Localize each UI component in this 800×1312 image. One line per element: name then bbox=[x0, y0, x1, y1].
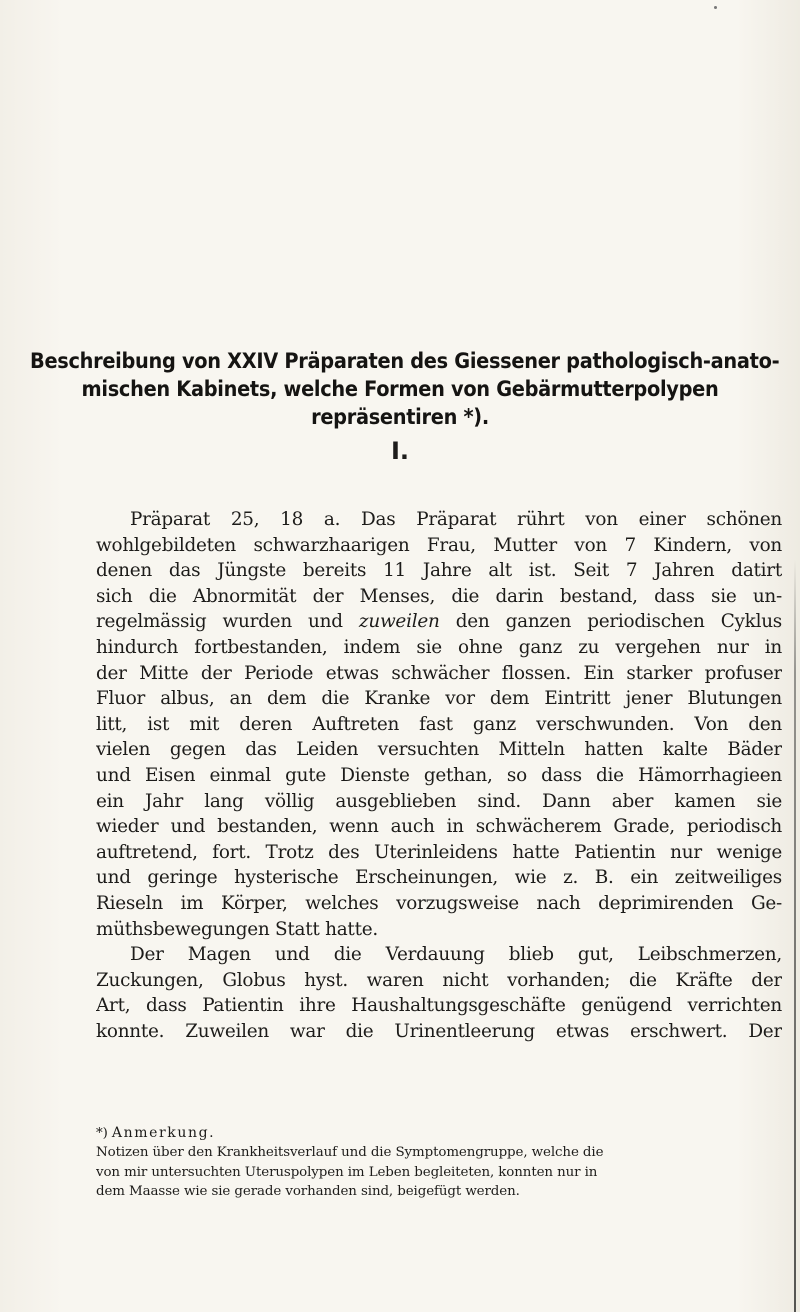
footnote-line: von mir untersuchten Uteruspolypen im Leben begleiteten, konnten nur in bbox=[96, 1164, 598, 1180]
body-line: denen das Jüngste bereits 11 Jahre alt ist. Seit 7 Jahren datirt bbox=[96, 560, 782, 582]
body-line: Der Magen und die Verdauung blieb gut, Leibschmerzen, bbox=[130, 944, 782, 966]
body-line: wieder und bestanden, wenn auch in schwächerem Grade, periodisch bbox=[96, 816, 782, 838]
body-line: konnte. Zuweilen war die Urinentleerung etwas erschwert. Der bbox=[96, 1020, 782, 1042]
body-line: Rieseln im Körper, welches vorzugsweise nach deprimirenden Ge- bbox=[96, 892, 782, 914]
body-line: und geringe hysterische Erscheinungen, wie z. B. ein zeitweiliges bbox=[96, 867, 782, 889]
footnote-line: dem Maasse wie sie gerade vorhanden sind, beigefügt werden. bbox=[96, 1184, 520, 1200]
body-line: vielen gegen das Leiden versuchten Mitteln hatten kalte Bäder bbox=[96, 739, 782, 761]
body-line: litt, ist mit deren Auftreten fast ganz verschwunden. Von den bbox=[96, 713, 782, 735]
body-line: regelmässig wurden und zuweilen den ganzen periodischen Cyklus bbox=[96, 611, 782, 633]
section-number: I. bbox=[390, 437, 410, 465]
body-line: müthsbewegungen Statt hatte. bbox=[96, 918, 378, 940]
title-line-2: mischen Kabinets, welche Formen von Gebärmutterpolypen bbox=[81, 377, 719, 403]
body-line: Präparat 25, 18 a. Das Präparat rührt von einer schönen bbox=[130, 509, 782, 530]
footnote bbox=[96, 1124, 782, 1202]
speck-mark bbox=[714, 6, 717, 9]
body-text bbox=[96, 507, 782, 1044]
footnote-line: Notizen über den Krankheitsverlauf und die Symptomengruppe, welche die bbox=[96, 1145, 604, 1161]
body-line: und Eisen einmal gute Dienste gethan, so dass die Hämorrhagieen bbox=[96, 764, 782, 786]
body-line: auftretend, fort. Trotz des Uterinleidens hatte Patientin nur wenige bbox=[96, 841, 782, 863]
body-line: Art, dass Patientin ihre Haushaltungsgeschäfte genügend verrichten bbox=[96, 995, 782, 1017]
body-line: ein Jahr lang völlig ausgeblieben sind. Dann aber kamen sie bbox=[96, 790, 782, 812]
title-line-1: Beschreibung von XXIV Präparaten des Giessener pathologisch-anato- bbox=[30, 349, 780, 375]
body-line: Zuckungen, Globus hyst. waren nicht vorhanden; die Kräfte der bbox=[96, 969, 782, 991]
footnote-heading: Anmerkung. bbox=[111, 1125, 216, 1141]
body-line: hindurch fortbestanden, indem sie ohne ganz zu vergehen nur in bbox=[96, 636, 782, 658]
body-line: sich die Abnormität der Menses, die darin bestand, dass sie un- bbox=[96, 585, 782, 607]
chapter-title bbox=[30, 348, 780, 432]
title-line-3: repräsentiren *). bbox=[311, 405, 489, 431]
body-line: der Mitte der Periode etwas schwächer flossen. Ein starker profuser bbox=[96, 662, 782, 684]
page-edge-shadow bbox=[794, 560, 796, 1312]
body-line: Fluor albus, an dem die Kranke vor dem Eintritt jener Blutungen bbox=[96, 688, 782, 710]
body-line: wohlgebildeten schwarzhaarigen Frau, Mutter von 7 Kindern, von bbox=[96, 534, 782, 556]
footnote-heading-line bbox=[96, 1124, 782, 1143]
footnote-marker: *) bbox=[96, 1126, 108, 1141]
